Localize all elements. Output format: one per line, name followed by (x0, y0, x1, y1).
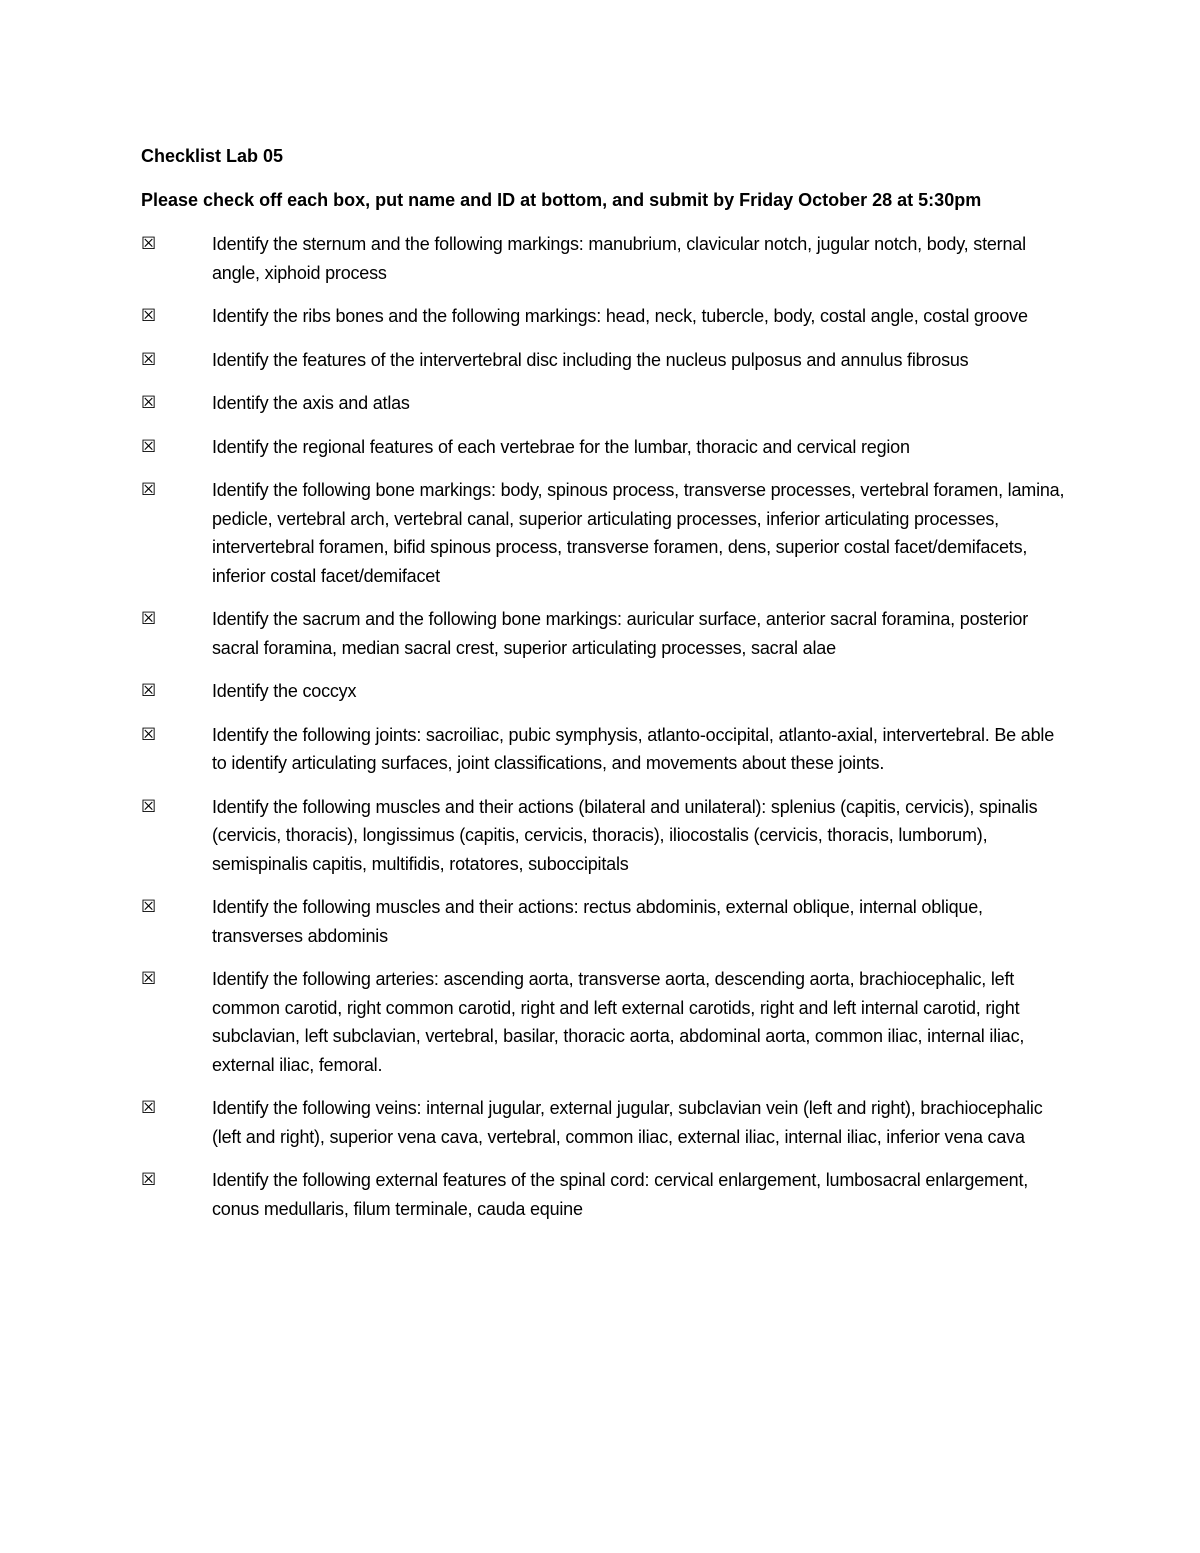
checked-box-icon[interactable]: ☒ (141, 393, 157, 413)
checklist-item (141, 721, 1071, 778)
checklist-item-text: Identify the sacrum and the following bone markings: auricular surface, anterior sacral foramina, posterior sacral foramina, median sacral crest, superior articulating processes, sacral alae (212, 609, 1029, 658)
checked-box-icon[interactable]: ☒ (141, 349, 157, 370)
checked-box-icon[interactable]: ☒ (141, 480, 157, 500)
checklist-item-text: Identify the sternum and the following markings: manubrium, clavicular notch, jugular notch, body, sternal angle, xiphoid process (212, 234, 1026, 283)
checked-box-icon[interactable]: ☒ (141, 724, 157, 745)
checklist-item (141, 1166, 1071, 1223)
checked-box-icon[interactable]: ☒ (141, 436, 157, 457)
checklist-item (141, 476, 1071, 590)
checked-box-icon[interactable]: ☒ (141, 609, 157, 629)
checked-box-icon[interactable]: ☒ (141, 796, 157, 817)
checklist-item (141, 793, 1071, 879)
checklist-item (141, 893, 1071, 950)
checked-box-icon[interactable]: ☒ (141, 681, 157, 701)
checklist-item (141, 389, 1071, 418)
checklist-item-text: Identify the regional features of each vertebrae for the lumbar, thoracic and cervical region (212, 436, 910, 457)
checklist-item-text: Identify the following external features of the spinal cord: cervical enlargement, lumbosacral enlargement, conus medullaris, filum terminale, cauda equine (212, 1170, 1029, 1219)
checklist-item-text: Identify the following bone markings: body, spinous process, transverse processes, vertebral foramen, lamina, pedicle, vertebral arch, vertebral canal, superior articulating processes, inferior articulating processes, intervertebral foramen, bifid spinous process, transverse foramen, dens, superior costal facet/demifacets, inferior costal facet/demifacet (212, 480, 1065, 586)
checklist-item (141, 1094, 1071, 1151)
checked-box-icon[interactable]: ☒ (141, 969, 157, 989)
checklist-item (141, 230, 1071, 287)
checklist-item-text: Identify the features of the intervertebral disc including the nucleus pulposus and annulus fibrosus (212, 349, 969, 370)
instructions-text: Please check off each box, put name and ID at bottom, and submit by Friday October 28 at 5:30pm (141, 190, 982, 210)
checklist-item-text: Identify the axis and atlas (212, 393, 410, 413)
checklist-item (141, 677, 1071, 706)
checklist-item-text: Identify the following joints: sacroiliac, pubic symphysis, atlanto-occipital, atlanto-axial, intervertebral. Be able to identify articulating surfaces, joint classifications, and movements about these joints. (212, 724, 1055, 773)
checklist-item (141, 605, 1071, 662)
checklist-item-text: Identify the ribs bones and the following markings: head, neck, tubercle, body, costal angle, costal groove (212, 306, 1028, 326)
checklist-item-text: Identify the following veins: internal jugular, external jugular, subclavian vein (left and right), brachiocephalic (left and right), superior vena cava, vertebral, common iliac, external iliac, internal iliac, inferior vena cava (212, 1098, 1043, 1147)
checklist-item (141, 302, 1071, 331)
checklist-item-text: Identify the following muscles and their actions: rectus abdominis, external oblique, internal oblique, transverses abdominis (212, 897, 983, 946)
checked-box-icon[interactable]: ☒ (141, 897, 157, 917)
checklist-item-text: Identify the coccyx (212, 681, 357, 701)
checked-box-icon[interactable]: ☒ (141, 234, 157, 254)
checklist-item (141, 965, 1071, 1079)
checked-box-icon[interactable]: ☒ (141, 1170, 157, 1190)
checklist-item-text: Identify the following arteries: ascending aorta, transverse aorta, descending aorta, brachiocephalic, left common carotid, right common carotid, right and left external carotids, right and left internal carotid, right subclavian, left subclavian, vertebral, basilar, thoracic aorta, abdominal aorta, common iliac, internal iliac, external iliac, femoral. (212, 969, 1025, 1075)
checked-box-icon[interactable]: ☒ (141, 1098, 157, 1118)
checklist-item (141, 346, 1071, 375)
checklist-item-text: Identify the following muscles and their actions (bilateral and unilateral): splenius (capitis, cervicis), spinalis (cervicis, thoracis), longissimus (capitis, cervicis, thoracis), iliocostalis (cervicis, thoracis, lumborum), semispinalis capitis, multifidis, rotatores, suboccipitals (212, 796, 1038, 874)
document-title: Checklist Lab 05 (141, 146, 284, 166)
checked-box-icon[interactable]: ☒ (141, 306, 157, 326)
checklist-item (141, 433, 1071, 462)
checklist (141, 230, 1071, 1238)
